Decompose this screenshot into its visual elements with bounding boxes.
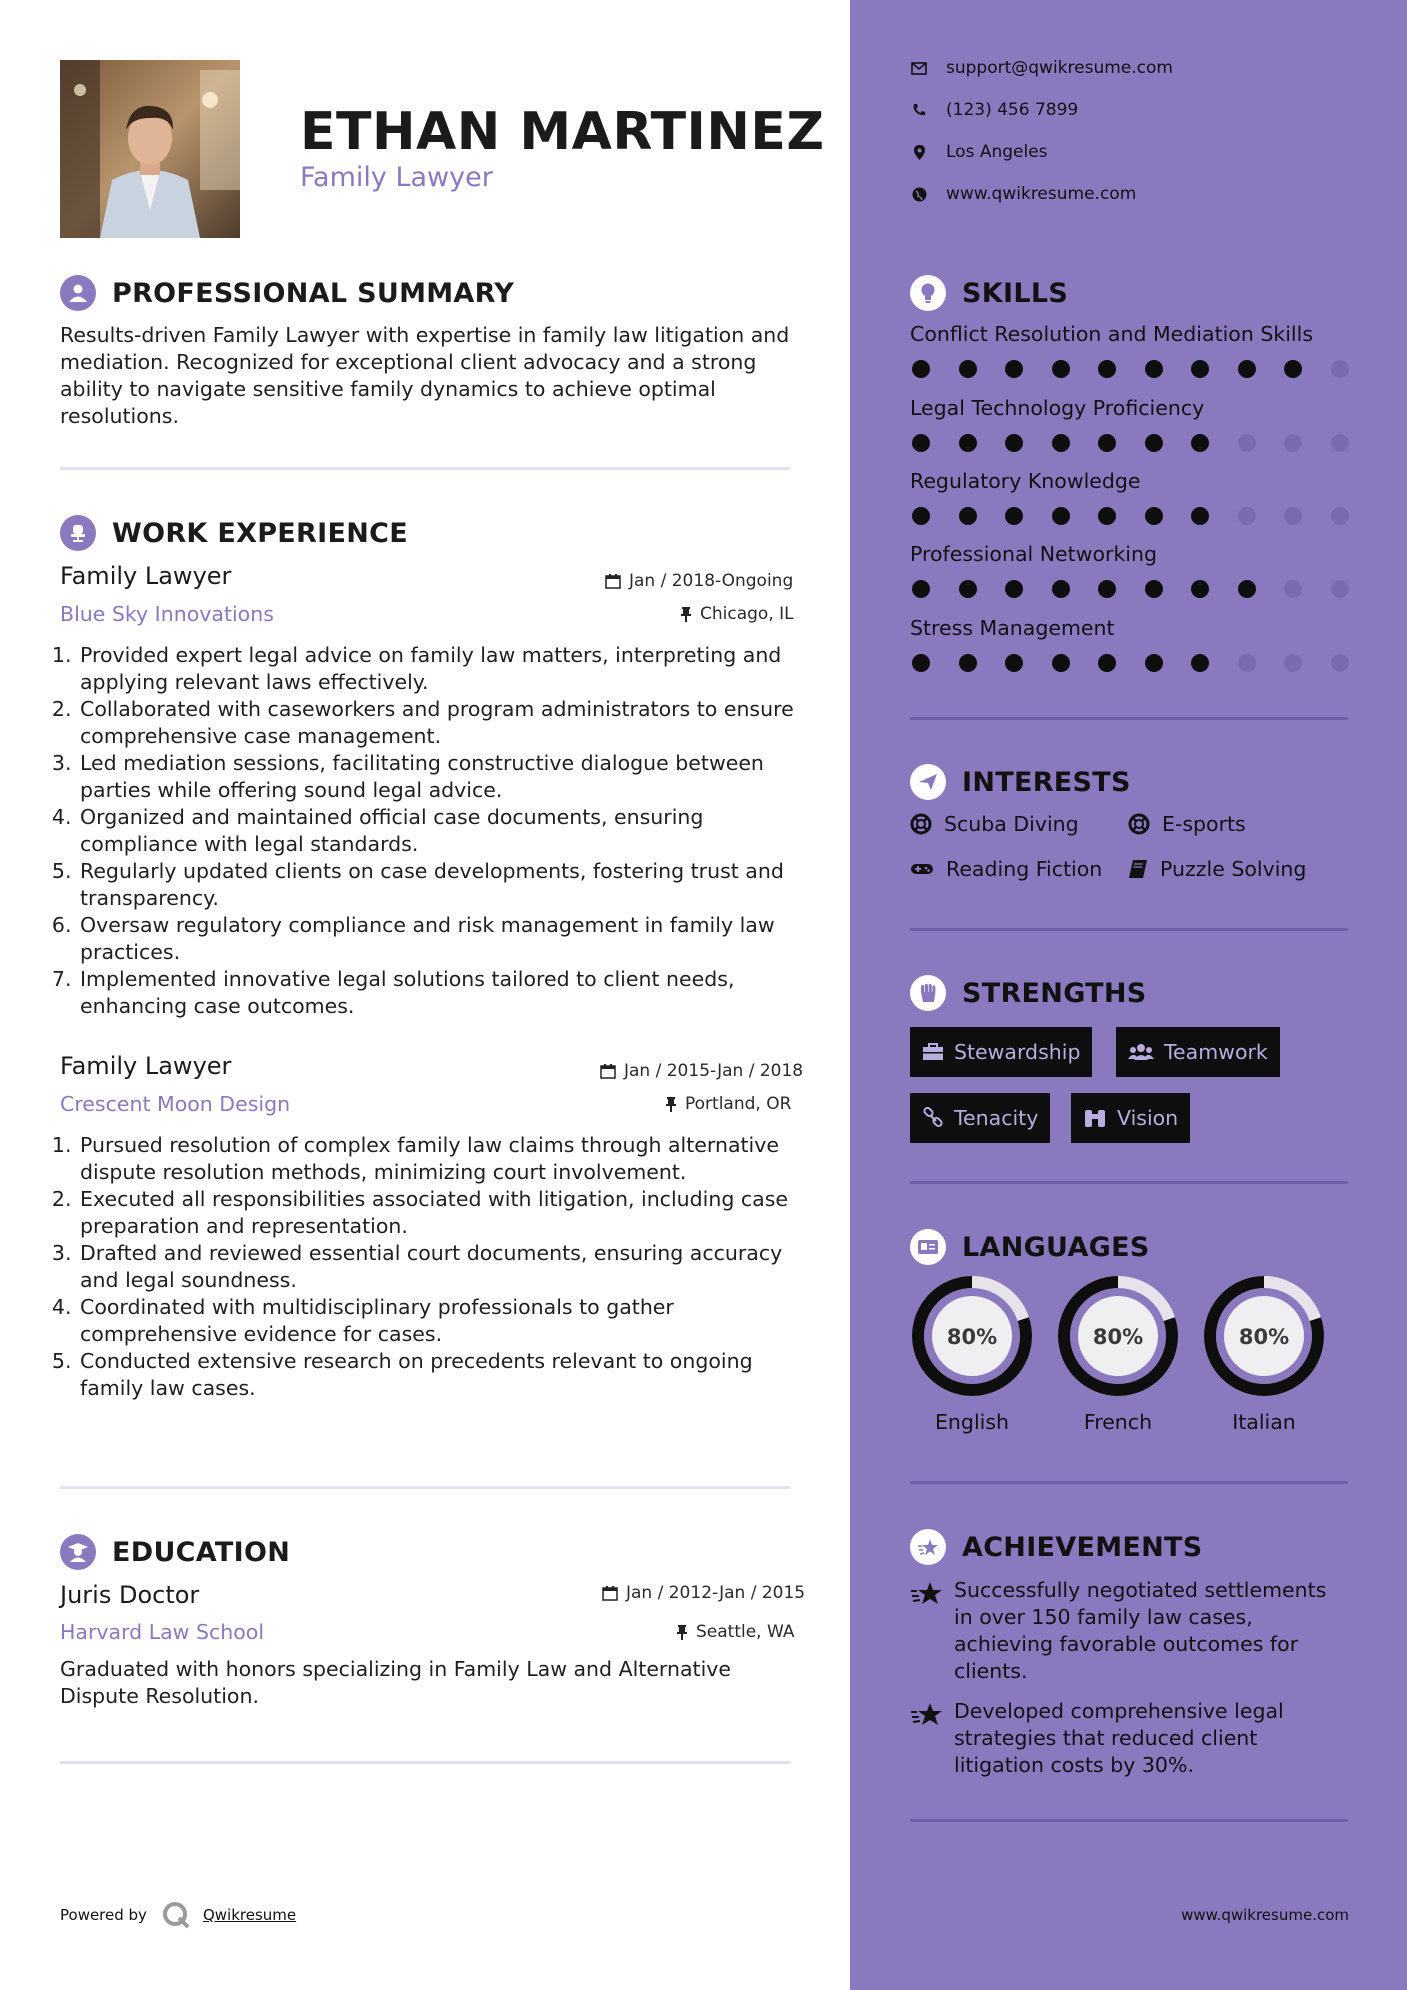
rating-dot-filled xyxy=(959,580,977,598)
job-duties xyxy=(60,1132,800,1402)
contact-email: support@qwikresume.com xyxy=(910,58,1173,78)
pin-icon xyxy=(676,1624,688,1640)
skill-name: Regulatory Knowledge xyxy=(910,469,1141,493)
strength-badge: Stewardship xyxy=(910,1027,1092,1077)
skill-name: Stress Management xyxy=(910,616,1115,640)
rating-dot-empty xyxy=(1331,507,1349,525)
skill-rating xyxy=(912,580,1377,598)
degree-title: Juris Doctor xyxy=(60,1581,200,1609)
list-item: 5. Regularly updated clients on case developments, fostering trust and transparency. xyxy=(78,858,800,912)
rating-dot-filled xyxy=(959,507,977,525)
rating-dot-filled xyxy=(1145,580,1163,598)
skill-rating xyxy=(912,507,1377,525)
rating-dot-empty xyxy=(1238,654,1256,672)
rating-dot-filled xyxy=(1191,580,1209,598)
rating-dot-filled xyxy=(1098,434,1116,452)
book-icon xyxy=(1128,859,1148,879)
strengths-heading: STRENGTHS xyxy=(910,975,1147,1011)
strength-badge: Vision xyxy=(1071,1093,1190,1143)
language-ring xyxy=(1056,1274,1180,1402)
job-title: Family Lawyer xyxy=(60,1052,232,1080)
users-icon xyxy=(1128,1043,1154,1061)
school-name: Harvard Law School xyxy=(60,1620,265,1644)
list-item: 4. Organized and maintained official case documents, ensuring compliance with legal standards. xyxy=(78,804,800,858)
rating-dot-filled xyxy=(1052,507,1070,525)
language-percent: 80% xyxy=(1092,1325,1144,1349)
interest-item: Scuba Diving xyxy=(910,812,1079,836)
rating-dot-filled xyxy=(1191,360,1209,378)
job-dates: Jan / 2015-Jan / 2018 xyxy=(600,1061,1347,1081)
skill-name: Legal Technology Proficiency xyxy=(910,396,1205,420)
job-dates: Jan / 2018-Ongoing xyxy=(605,571,1347,591)
list-item: 6. Oversaw regulatory compliance and risk management in family law practices. xyxy=(78,912,800,966)
rating-dot-filled xyxy=(959,360,977,378)
envelope-icon xyxy=(911,62,927,75)
summary-text: Results-driven Family Lawyer with expertise in family law litigation and mediation. Recognized for exceptional client advocacy and a strong ability to navigate sensitive family dynamics to achieve optimal resolutions. xyxy=(60,323,790,428)
qwikresume-link[interactable]: Qwikresume xyxy=(202,1906,297,1924)
rating-dot-empty xyxy=(1238,434,1256,452)
life-ring-icon xyxy=(1128,813,1150,835)
rating-dot-empty xyxy=(1284,580,1302,598)
contact-website: www.qwikresume.com xyxy=(910,184,1136,204)
candidate-title: Family Lawyer xyxy=(300,162,493,193)
graduate-icon xyxy=(60,1534,96,1570)
divider xyxy=(60,467,790,470)
footer-url[interactable]: www.qwikresume.com xyxy=(1181,1906,1349,1924)
rating-dot-empty xyxy=(1331,580,1349,598)
rating-dot-filled xyxy=(1098,654,1116,672)
achievement-item: Successfully negotiated settlements in over 150 family law cases, achieving favorable outcomes for clients. xyxy=(910,1577,1350,1685)
list-item: 1. Pursued resolution of complex family law claims through alternative dispute resolution methods, minimizing court involvement. xyxy=(78,1132,800,1186)
shooting-star-icon xyxy=(910,1700,944,1728)
calendar-icon xyxy=(600,1063,616,1079)
divider xyxy=(910,1181,1348,1184)
calendar-icon xyxy=(605,573,621,589)
rating-dot-empty xyxy=(1238,507,1256,525)
calendar-icon xyxy=(602,1585,618,1601)
rating-dot-filled xyxy=(1191,507,1209,525)
education-dates: Jan / 2012-Jan / 2015 xyxy=(602,1583,1347,1603)
education-text: Graduated with honors specializing in Family Law and Alternative Dispute Resolution. xyxy=(60,1657,732,1708)
rating-dot-filled xyxy=(1052,654,1070,672)
rating-dot-filled xyxy=(1005,360,1023,378)
skills-heading: SKILLS xyxy=(910,275,1068,311)
contact-location: Los Angeles xyxy=(910,142,1048,162)
contact-phone: (123) 456 7899 xyxy=(910,100,1078,120)
rating-dot-filled xyxy=(1052,434,1070,452)
language-percent: 80% xyxy=(1238,1325,1290,1349)
link-icon xyxy=(922,1107,944,1129)
rating-dot-filled xyxy=(1005,654,1023,672)
job-location: Chicago, IL xyxy=(680,604,1347,624)
rating-dot-filled xyxy=(1052,360,1070,378)
rating-dot-filled xyxy=(912,580,930,598)
rating-dot-filled xyxy=(959,654,977,672)
rating-dot-filled xyxy=(1145,654,1163,672)
rating-dot-filled xyxy=(959,434,977,452)
experience-heading: WORK EXPERIENCE xyxy=(60,515,408,551)
globe-icon xyxy=(912,187,927,202)
skill-name: Conflict Resolution and Mediation Skills xyxy=(910,322,1314,346)
rating-dot-filled xyxy=(1005,580,1023,598)
binoculars-icon xyxy=(1083,1108,1107,1128)
qwikresume-logo-icon xyxy=(161,1900,191,1930)
job-duties xyxy=(60,642,800,1020)
language-ring xyxy=(1202,1274,1326,1402)
rating-dot-filled xyxy=(1284,360,1302,378)
language-ring xyxy=(910,1274,1034,1402)
phone-icon xyxy=(912,103,926,117)
rating-dot-empty xyxy=(1284,654,1302,672)
education-location: Seattle, WA xyxy=(676,1622,1347,1642)
strength-badge: Teamwork xyxy=(1116,1027,1280,1077)
map-marker-icon xyxy=(914,145,925,160)
achievement-item: Developed comprehensive legal strategies that reduced client litigation costs by 30%. xyxy=(910,1698,1350,1779)
rating-dot-empty xyxy=(1284,507,1302,525)
footer-powered: Powered by Qwikresume xyxy=(60,1900,296,1930)
company-name: Blue Sky Innovations xyxy=(60,602,274,626)
rating-dot-empty xyxy=(1284,434,1302,452)
profile-photo xyxy=(60,60,240,238)
shooting-star-icon xyxy=(910,1529,946,1565)
list-item: 2. Collaborated with caseworkers and program administrators to ensure comprehensive case management. xyxy=(78,696,800,750)
rating-dot-filled xyxy=(1145,434,1163,452)
list-item: 3. Drafted and reviewed essential court documents, ensuring accuracy and legal soundness. xyxy=(78,1240,800,1294)
list-item: 1. Provided expert legal advice on family law matters, interpreting and applying relevant laws effectively. xyxy=(78,642,800,696)
skill-rating xyxy=(912,654,1377,672)
rating-dot-filled xyxy=(1191,654,1209,672)
rating-dot-empty xyxy=(1331,434,1349,452)
divider xyxy=(60,1761,790,1764)
list-item: 3. Led mediation sessions, facilitating constructive dialogue between parties while offering sound legal advice. xyxy=(78,750,800,804)
rating-dot-filled xyxy=(1145,507,1163,525)
skill-rating xyxy=(912,360,1377,378)
interest-item: E-sports xyxy=(1128,812,1246,836)
divider xyxy=(910,928,1348,931)
shooting-star-icon xyxy=(910,1579,944,1607)
skill-name: Professional Networking xyxy=(910,542,1158,566)
rating-dot-filled xyxy=(1005,434,1023,452)
rating-dot-filled xyxy=(1052,580,1070,598)
list-item: 5. Conducted extensive research on precedents relevant to ongoing family law cases. xyxy=(78,1348,800,1402)
language-percent: 80% xyxy=(946,1325,998,1349)
rating-dot-filled xyxy=(1145,360,1163,378)
gamepad-icon xyxy=(910,861,934,877)
life-ring-icon xyxy=(910,813,932,835)
divider xyxy=(910,717,1348,720)
rating-dot-filled xyxy=(1098,580,1116,598)
rating-dot-filled xyxy=(1238,360,1256,378)
company-name: Crescent Moon Design xyxy=(60,1092,291,1116)
rating-dot-empty xyxy=(1331,654,1349,672)
list-item: 2. Executed all responsibilities associated with litigation, including case preparation and representation. xyxy=(78,1186,800,1240)
rating-dot-filled xyxy=(1098,507,1116,525)
rating-dot-filled xyxy=(1005,507,1023,525)
briefcase-icon xyxy=(922,1043,944,1061)
rating-dot-filled xyxy=(912,654,930,672)
language-name: Italian xyxy=(1232,1410,1296,1434)
list-item: 4. Coordinated with multidisciplinary professionals to gather comprehensive evidence for cases. xyxy=(78,1294,800,1348)
divider xyxy=(60,1486,790,1489)
fist-icon xyxy=(910,975,946,1011)
rating-dot-filled xyxy=(1098,360,1116,378)
language-name: French xyxy=(1083,1410,1153,1434)
rating-dot-empty xyxy=(1331,360,1349,378)
pin-icon xyxy=(680,606,692,622)
skill-rating xyxy=(912,434,1377,452)
achievements-heading: ACHIEVEMENTS xyxy=(910,1529,1203,1565)
interest-item: Puzzle Solving xyxy=(1128,857,1306,881)
chair-icon xyxy=(60,515,96,551)
rating-dot-filled xyxy=(912,360,930,378)
paper-plane-icon xyxy=(910,764,946,800)
strength-badge: Tenacity xyxy=(910,1093,1050,1143)
rating-dot-filled xyxy=(1191,434,1209,452)
job-location: Portland, OR xyxy=(665,1094,1347,1114)
rating-dot-filled xyxy=(912,507,930,525)
education-heading: EDUCATION xyxy=(60,1534,290,1570)
interests-heading: INTERESTS xyxy=(910,764,1131,800)
lightbulb-icon xyxy=(910,275,946,311)
divider xyxy=(910,1481,1348,1484)
job-title: Family Lawyer xyxy=(60,562,232,590)
interest-item: Reading Fiction xyxy=(910,857,1102,881)
languages-heading: LANGUAGES xyxy=(910,1229,1150,1265)
pin-icon xyxy=(665,1096,677,1112)
id-card-icon xyxy=(910,1229,946,1265)
list-item: 7. Implemented innovative legal solutions tailored to client needs, enhancing case outcomes. xyxy=(78,966,800,1020)
rating-dot-filled xyxy=(912,434,930,452)
language-name: English xyxy=(934,1410,1010,1434)
candidate-name: ETHAN MARTINEZ xyxy=(300,102,825,162)
user-icon xyxy=(60,275,96,311)
rating-dot-filled xyxy=(1238,580,1256,598)
summary-heading: PROFESSIONAL SUMMARY xyxy=(60,275,514,311)
divider xyxy=(910,1819,1348,1822)
